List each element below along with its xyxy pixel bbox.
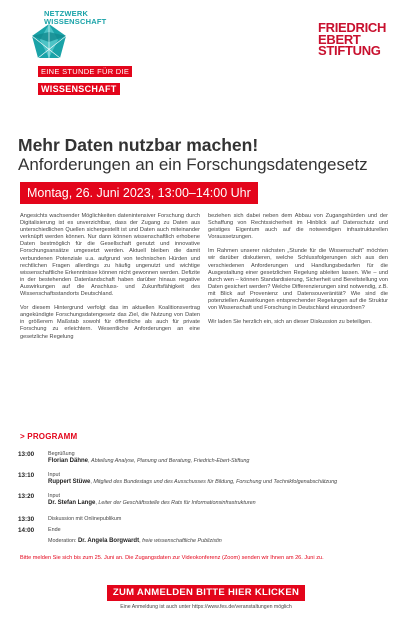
event-date-banner: Montag, 26. Juni 2023, 13:00–14:00 Uhr bbox=[20, 182, 258, 204]
fes-logo bbox=[318, 22, 388, 57]
series-label-line2: WISSENSCHAFT bbox=[38, 83, 120, 95]
program-speaker-role: Abteilung Analyse, Planung und Beratung, Friedrich-Ebert-Stiftung bbox=[91, 458, 250, 464]
series-label bbox=[38, 61, 138, 97]
program-type: Begrüßung bbox=[48, 451, 75, 457]
page-title: Mehr Daten nutzbar machen! bbox=[18, 135, 259, 155]
body-paragraph: Angesichts wachsender Möglichkeiten datenintensiver Forschung durch Digitalisierung ist es unverzichtbar, dass der Zugang zu Daten aus unterschiedlichen Quellen sichergestellt ist und Daten auch miteinander verknüpft werden können. Nur dann können wissenschaftlich erhobene Daten bestmöglich für die Gesellschaft genutzt und innovative Forschungsansätze umgesetzt werden. Aktuell bleiben die damit verbundenen Potenziale u.a. aufgrund von technischen Hürden und rechtlichen Fragen allerdings zu häufig ungenutzt und wichtige wissenschaftliche Erkenntnisse können nicht gewonnen werden. Defizite in der bestehenden Datenlandschaft haben darüber hinaus negative Auswirkungen auf die Anschluss- und Zukunftsfähigkeit des Wissenschaftsstandorts Deutschland. bbox=[20, 213, 200, 298]
program-time: 13:00 bbox=[18, 451, 35, 458]
netzwerk-wissenschaft-logo bbox=[28, 8, 128, 63]
register-button[interactable]: ZUM ANMELDEN BITTE HIER KLICKEN bbox=[107, 585, 305, 601]
body-paragraph: beziehen sich dabei neben dem Abbau von Zugangshürden und der Schaffung von Rechtssicherheit im Hinblick auf Datenschutz und geistiges Eigentum auch auf die notwendigen infrastrukturellen Voraussetzungen. bbox=[208, 213, 388, 241]
program-heading: > PROGRAMM bbox=[20, 432, 78, 441]
moderation-role: freie wissenschaftliche Publizistin bbox=[142, 538, 222, 544]
body-paragraph: Im Rahmen unserer nächsten „Stunde für die Wissenschaft“ möchten wir darüber diskutieren, welche Schlussfolgerungen sich aus den verschiedenen Anforderungen und Handlungsbedarfen für die Ausgestaltung einer gesetzlichen Regelung ableiten lassen. Wie – und durch wen – können Standardisierung, Sicherheit und Bereitstellung von Daten gesichert werden? Welche Differenzierungen sind notwendig, z.B. mit Blick auf Provenienz und Datensouveränität? Wie sind die potenziellen Auswirkungen entsprechender Regelungen auf die Struktur von Wissenschaft und Forschung in Deutschland einzuordnen? bbox=[208, 248, 388, 312]
registration-notice: Bitte melden Sie sich bis zum 25. Juni an. Die Zugangsdaten zur Videokonferenz (Zoom) senden wir Ihnen am 26. Juni zu. bbox=[20, 555, 324, 561]
program-speaker: Dr. Stefan Lange bbox=[48, 500, 96, 506]
moderation-line: Moderation: Dr. Angela Borgwardt, freie wissenschaftliche Publizistin bbox=[48, 538, 222, 544]
fes-logo-line1: FRIEDRICH bbox=[318, 20, 387, 35]
program-time: 13:20 bbox=[18, 493, 35, 500]
program-time: 13:10 bbox=[18, 472, 35, 479]
program-type: Input bbox=[48, 472, 60, 478]
program-speaker: Florian Dähne bbox=[48, 458, 89, 464]
body-right-column bbox=[208, 213, 388, 333]
program-type: Diskussion mit Onlinepublikum bbox=[48, 516, 122, 522]
network-logo-line2: WISSENSCHAFT bbox=[44, 17, 107, 26]
program-speaker-role: Leiter der Geschäftsstelle des Rats für Informationsinfrastrukturen bbox=[98, 500, 256, 506]
fes-logo-line3: STIFTUNG bbox=[318, 43, 381, 58]
body-left-column bbox=[20, 213, 200, 348]
program-speaker: Ruppert Stüwe bbox=[48, 479, 91, 485]
program-time: 13:30 bbox=[18, 516, 35, 523]
moderation-name: Dr. Angela Borgwardt bbox=[77, 538, 140, 544]
program-time: 14:00 bbox=[18, 527, 35, 534]
program-type: Input bbox=[48, 493, 60, 499]
moderation-label: Moderation: bbox=[48, 538, 77, 544]
program-speaker-role: Mitglied des Bundestags und des Ausschusses für Bildung, Forschung und Technikfolgenabschätzung bbox=[93, 479, 338, 485]
page-subtitle: Anforderungen an ein Forschungsdatengesetz bbox=[18, 155, 368, 174]
program-type: Ende bbox=[48, 527, 61, 533]
register-alternative-link[interactable]: Eine Anmeldung ist auch unter https://www.fes.de/veranstaltungen möglich bbox=[120, 604, 292, 610]
fes-logo-line2: EBERT bbox=[318, 31, 361, 47]
body-paragraph: Wir laden Sie herzlich ein, sich an dieser Diskussion zu beteiligen. bbox=[208, 319, 372, 326]
network-logo-line1: NETZWERK bbox=[44, 9, 89, 18]
series-label-line1: EINE STUNDE FÜR DIE bbox=[38, 66, 132, 77]
network-crystal-icon bbox=[32, 24, 66, 60]
body-paragraph: Vor diesem Hintergrund verfolgt das im aktuellen Koalitionsvertrag angekündigte Forschungsdatengesetz das Ziel, die Nutzung von Daten in größerem Maßstab sowohl für öffentliche als auch für private Forschung zu erleichtern. Wesentliche Anforderungen an eine gesetzliche Regelung bbox=[20, 305, 200, 340]
